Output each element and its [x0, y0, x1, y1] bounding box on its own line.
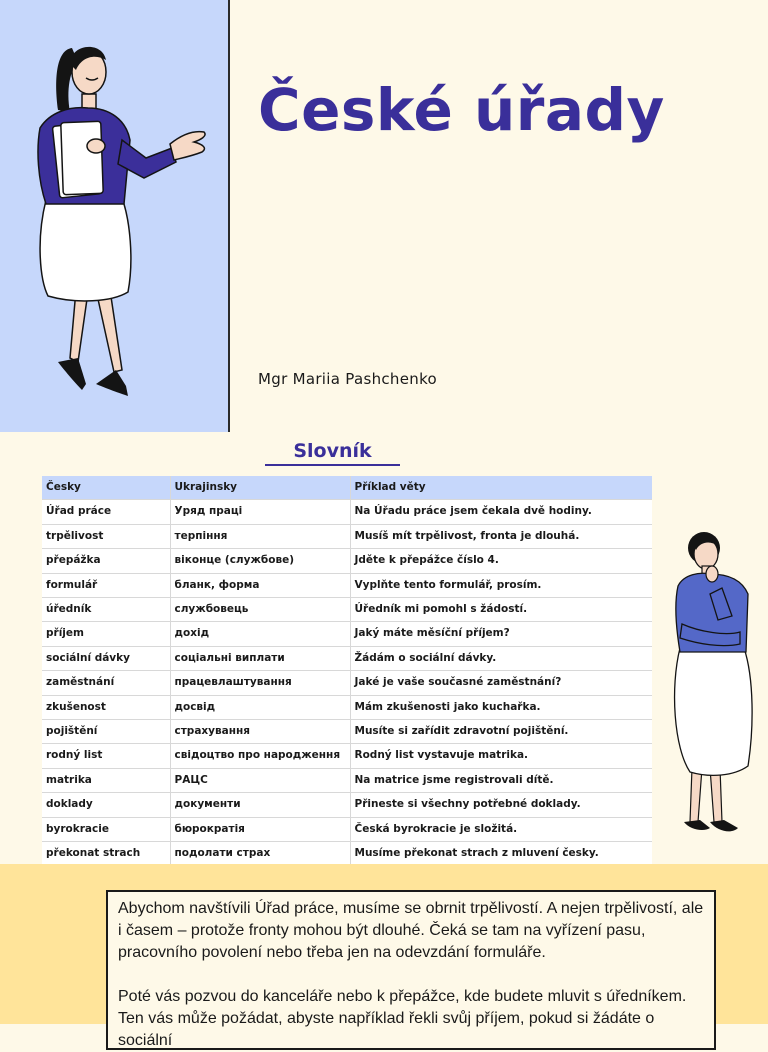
cell-ukrainian: Уряд праці — [170, 500, 350, 524]
paragraph: Abychom navštívili Úřad práce, musíme se obrnit trpělivostí. A nejen trpělivostí, ale i časem – protože fronty mohou být dlouhé. Čeká se tam na vyřízení pasu, pracovního povolení nebo třeba jen na odevzdání formuláře. — [118, 900, 704, 961]
cell-czech: byrokracie — [42, 817, 170, 841]
thinking-woman-illustration — [670, 528, 760, 838]
cell-czech: Úřad práce — [42, 500, 170, 524]
cell-ukrainian: дохід — [170, 622, 350, 646]
table-row — [42, 622, 652, 646]
cell-czech: matrika — [42, 768, 170, 792]
cell-czech: překonat strach — [42, 842, 170, 866]
cell-example: Žádám o sociální dávky. — [350, 646, 652, 670]
table-row — [42, 500, 652, 524]
cell-czech: zaměstnání — [42, 671, 170, 695]
cell-example: Jaké je vaše současné zaměstnání? — [350, 671, 652, 695]
cell-ukrainian: страхування — [170, 720, 350, 744]
cell-czech: přepážka — [42, 549, 170, 573]
cell-example: Česká byrokracie je složitá. — [350, 817, 652, 841]
cell-czech: rodný list — [42, 744, 170, 768]
cell-ukrainian: соціальні виплати — [170, 646, 350, 670]
cell-ukrainian: РАЦС — [170, 768, 350, 792]
cell-czech: trpělivost — [42, 524, 170, 548]
intro-text-box — [106, 890, 716, 1050]
cell-example: Musíš mít trpělivost, fronta je dlouhá. — [350, 524, 652, 548]
column-header-ukrainian: Ukrajinsky — [170, 476, 350, 500]
cell-example: Vyplňte tento formulář, prosím. — [350, 573, 652, 597]
table-row — [42, 720, 652, 744]
table-row — [42, 695, 652, 719]
cell-czech: doklady — [42, 793, 170, 817]
cell-example: Musíte si zařídit zdravotní pojištění. — [350, 720, 652, 744]
table-row — [42, 793, 652, 817]
table-row — [42, 817, 652, 841]
cell-ukrainian: терпіння — [170, 524, 350, 548]
column-header-czech: Česky — [42, 476, 170, 500]
cell-ukrainian: досвід — [170, 695, 350, 719]
cell-ukrainian: бюрократія — [170, 817, 350, 841]
column-header-example: Příklad věty — [350, 476, 652, 500]
cell-example: Mám zkušenosti jako kuchařka. — [350, 695, 652, 719]
table-row — [42, 598, 652, 622]
table-row — [42, 671, 652, 695]
cell-ukrainian: бланк, форма — [170, 573, 350, 597]
table-row — [42, 842, 652, 866]
cell-example: Rodný list vystavuje matrika. — [350, 744, 652, 768]
cell-czech: zkušenost — [42, 695, 170, 719]
cell-czech: pojištění — [42, 720, 170, 744]
page-title: České úřady — [258, 76, 665, 144]
cell-ukrainian: працевлаштування — [170, 671, 350, 695]
cell-example: Úředník mi pomohl s žádostí. — [350, 598, 652, 622]
cell-ukrainian: документи — [170, 793, 350, 817]
paragraph: Poté vás pozvou do kanceláře nebo k přepážce, kde budete mluvit s úředníkem. Ten vás může požádat, abyste například řekli svůj příjem, pokud si žádáte o sociální — [118, 988, 687, 1049]
table-row — [42, 524, 652, 548]
table-header-row — [42, 476, 652, 500]
table-row — [42, 768, 652, 792]
vocabulary-table — [42, 476, 652, 867]
cell-ukrainian: службовець — [170, 598, 350, 622]
cell-ukrainian: подолати страх — [170, 842, 350, 866]
cell-czech: sociální dávky — [42, 646, 170, 670]
cell-example: Jděte k přepážce číslo 4. — [350, 549, 652, 573]
table-row — [42, 573, 652, 597]
cell-example: Na matrice jsme registrovali dítě. — [350, 768, 652, 792]
cell-example: Na Úřadu práce jsem čekala dvě hodiny. — [350, 500, 652, 524]
cell-czech: formulář — [42, 573, 170, 597]
cell-ukrainian: свідоцтво про народження — [170, 744, 350, 768]
vocabulary-heading: Slovník — [265, 440, 400, 466]
cell-example: Přineste si všechny potřebné doklady. — [350, 793, 652, 817]
cell-czech: příjem — [42, 622, 170, 646]
cell-example: Jaký máte měsíční příjem? — [350, 622, 652, 646]
table-row — [42, 744, 652, 768]
cell-example: Musíme překonat strach z mluvení česky. — [350, 842, 652, 866]
author-name: Mgr Mariia Pashchenko — [258, 370, 437, 388]
woman-with-documents-illustration — [26, 40, 216, 405]
cell-czech: úředník — [42, 598, 170, 622]
cell-ukrainian: віконце (службове) — [170, 549, 350, 573]
table-row — [42, 549, 652, 573]
table-row — [42, 646, 652, 670]
